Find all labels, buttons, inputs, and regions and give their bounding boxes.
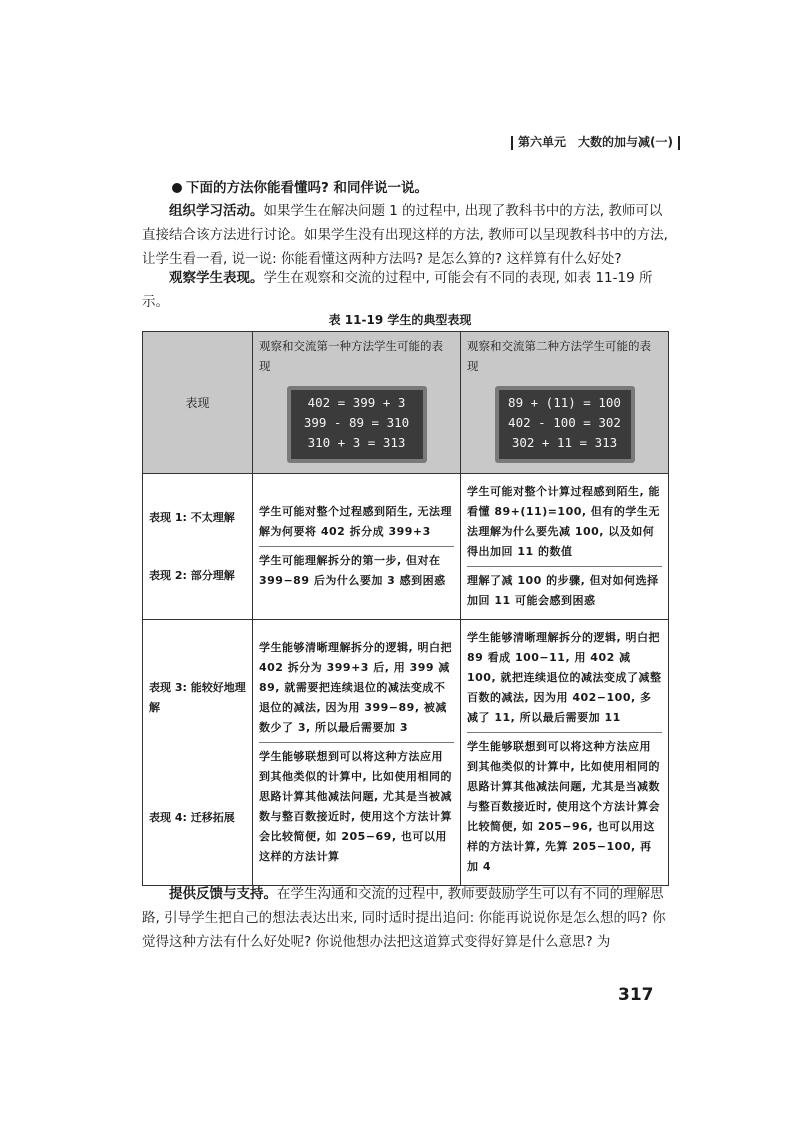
table-row — [143, 474, 669, 620]
header-divider — [511, 136, 513, 150]
table-cell-text: 学生可能理解拆分的第一步, 但对在 399−89 后为什么要加 3 感到困惑 — [259, 546, 454, 595]
header-method-1-text: 观察和交流第一种方法学生可能的表现 — [259, 339, 443, 373]
bullet-icon — [172, 183, 182, 193]
header-divider — [678, 136, 680, 150]
discussion-prompt-text: 下面的方法你能看懂吗? 和同伴说一说。 — [186, 180, 429, 196]
header-method-2-text: 观察和交流第二种方法学生可能的表现 — [467, 339, 651, 373]
row-label: 表现 3: 能较好地理解 — [149, 680, 246, 714]
table-cell-text: 学生可能对整个计算过程感到陌生, 能看懂 89+(11)=100, 但有的学生无法理解为什么要先减 100, 以及如何得出加回 11 的数值 — [467, 485, 661, 558]
row-label: 表现 4: 迁移拓展 — [149, 810, 235, 824]
table-cell-text: 学生可能对整个过程感到陌生, 无法理解为何要将 402 拆分成 399+3 — [259, 505, 453, 538]
table-caption: 表 11-19 学生的典型表现 — [328, 313, 472, 327]
row-label-cell — [143, 474, 253, 620]
table-cell-text: 理解了减 100 的步骤, 但对如何选择加回 11 可能会感到困惑 — [467, 566, 662, 615]
table-cell-text: 学生能够清晰理解拆分的逻辑, 明白把 89 看成 100−11, 用 402 减 100, 就把连续退位的减法变成了减整百数的减法, 因为用 402−100, 多减了 11, 所以最后需要加 11 — [467, 631, 662, 724]
paragraph-text: 在学生沟通和交流的过程中, 教师要鼓励学生可以有不同的理解思路, 引导学生把自己的想法表达出来, 同时适时提出追问: 你能再说说你是怎么想的吗? 你觉得这种方法有什么好处呢? 你说他想办法把这道算式变得好算是什么意思? 为 — [142, 886, 666, 950]
discussion-prompt — [172, 176, 428, 196]
paragraph-text: 学生在观察和交流的过程中, 可能会有不同的表现, 如表 11-19 所示。 — [142, 270, 653, 310]
performance-table — [142, 331, 669, 886]
table-row — [143, 620, 669, 886]
chalkboard-method-1 — [287, 386, 427, 463]
board-line: 89 + (11) = 100 — [508, 395, 621, 410]
table-cell-text: 学生能够联想到可以将这种方法应用到其他类似的计算中, 比如使用相同的思路计算其他减法问题, 尤其是当被减数与整百数接近时, 使用这个方法计算会比较简便, 如 205−69, 也可以用这样的方法计算 — [259, 742, 454, 871]
paragraph-organize — [142, 199, 670, 271]
paragraph-observe — [142, 266, 670, 314]
paragraph-feedback — [142, 882, 670, 954]
board-line: 402 = 399 + 3 — [307, 395, 406, 410]
table-cell-text: 学生能够联想到可以将这种方法应用到其他类似的计算中, 比如使用相同的思路计算其他减法问题, 尤其是当减数与整百数接近时, 使用这个方法计算会比较简便, 如 205−96, 也可以用这样的方法计算, 先算 205−100, 再加 4 — [467, 732, 662, 881]
table-header-row — [143, 332, 669, 474]
row-label: 表现 1: 不太理解 — [149, 510, 235, 524]
method-1-cell — [253, 620, 461, 886]
method-2-cell — [461, 620, 669, 886]
method-1-cell — [253, 474, 461, 620]
chalkboard-method-2 — [495, 386, 635, 463]
method-2-cell — [461, 474, 669, 620]
board-line: 399 - 89 = 310 — [303, 415, 410, 430]
header-label-cell: 表现 — [143, 332, 253, 474]
paragraph-lead: 提供反馈与支持。 — [169, 886, 277, 902]
paragraph-text: 如果学生在解决问题 1 的过程中, 出现了教科书中的方法, 教师可以直接结合该方法进行讨论。如果学生没有出现这样的方法, 教师可以呈现教科书中的方法, 让学生看一看, 说一说: 你能看懂这两种方法吗? 是怎么算的? 这样算有什么好处? — [142, 203, 668, 267]
row-label: 表现 2: 部分理解 — [149, 568, 235, 582]
board-line: 302 + 11 = 313 — [511, 435, 618, 450]
page-number: 317 — [618, 985, 654, 1005]
running-header — [506, 133, 685, 150]
paragraph-lead: 组织学习活动。 — [169, 203, 264, 219]
board-line: 310 + 3 = 313 — [307, 435, 406, 450]
header-unit: 第六单元 — [518, 135, 567, 149]
header-method-2-cell — [461, 332, 669, 474]
board-line: 402 - 100 = 302 — [508, 415, 621, 430]
header-method-1-cell — [253, 332, 461, 474]
row-label-cell — [143, 620, 253, 886]
paragraph-lead: 观察学生表现。 — [169, 270, 264, 286]
table-cell-text: 学生能够清晰理解拆分的逻辑, 明白把 402 拆分为 399+3 后, 用 399 减 89, 就需要把连续退位的减法变成不退位的减法, 因为用 399−89, 被减数少了 3, 所以最后需要加 3 — [259, 641, 453, 734]
header-chapter: 大数的加与减(一) — [578, 135, 673, 149]
